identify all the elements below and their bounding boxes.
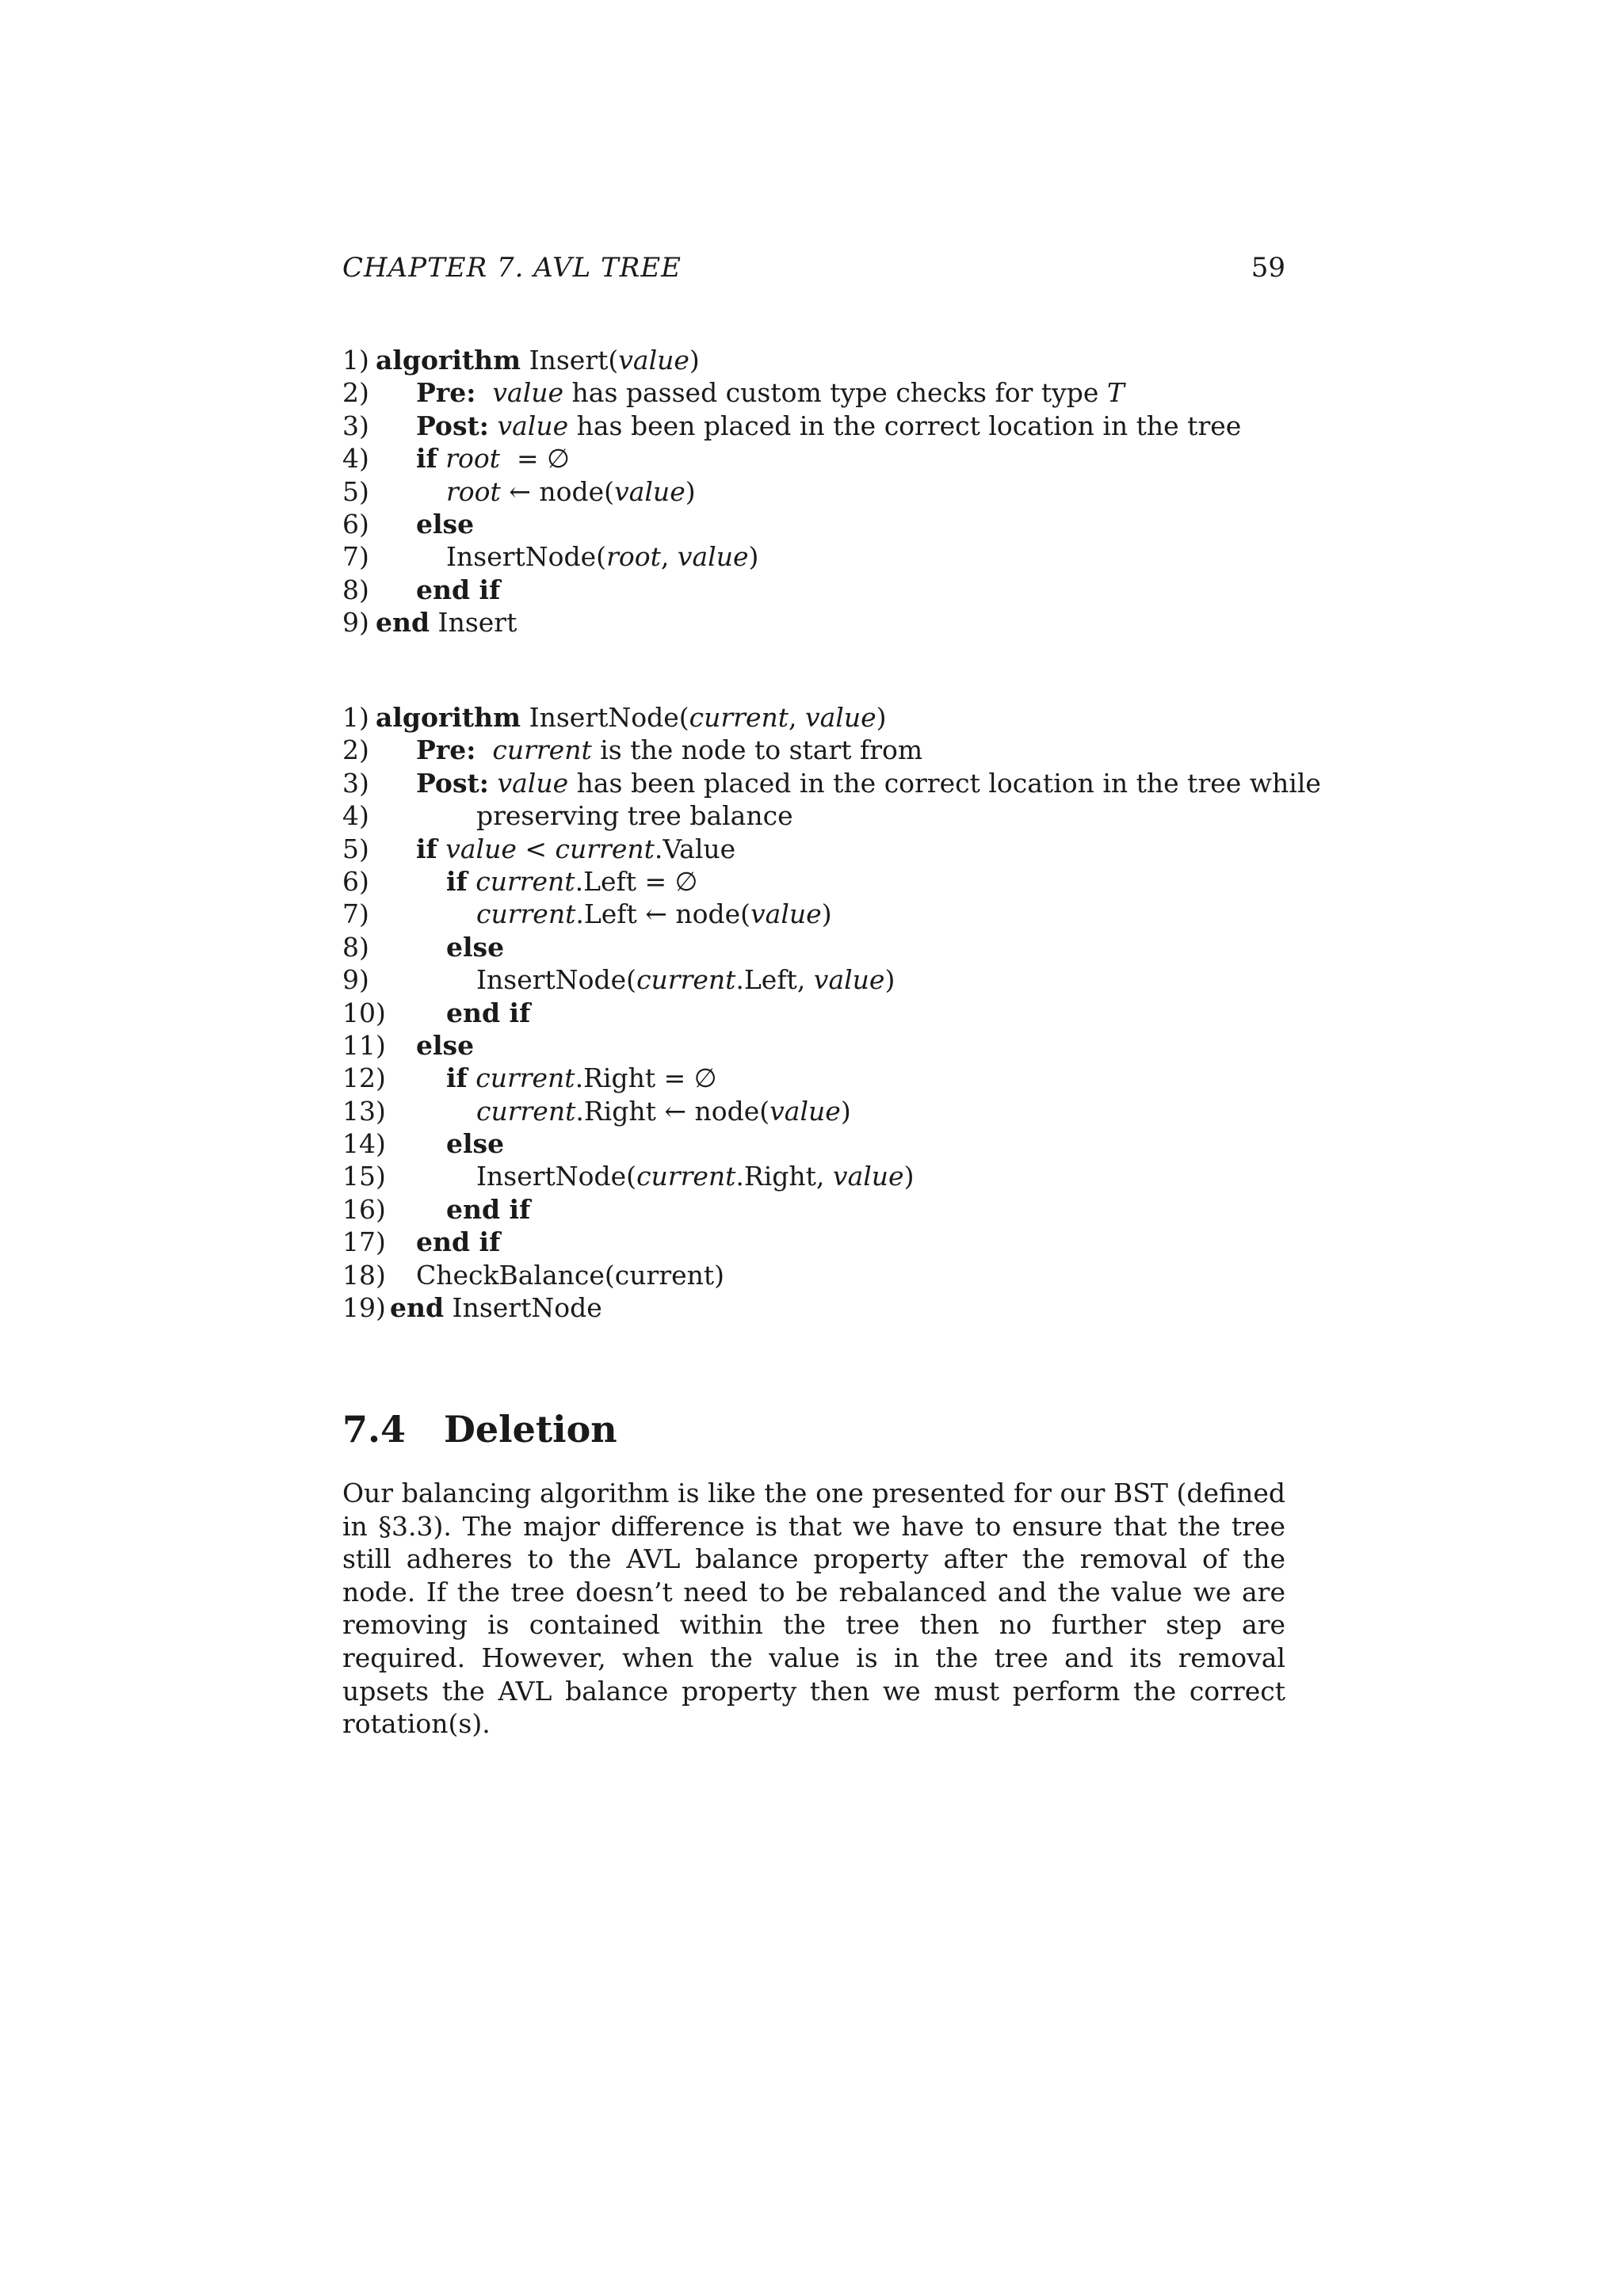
page-number: 59 <box>1251 252 1285 284</box>
variable: value <box>445 833 517 864</box>
code-line <box>342 997 1285 1029</box>
code-text <box>416 1029 474 1062</box>
code-text <box>446 1127 504 1160</box>
line-number: 14) <box>342 1128 386 1160</box>
keyword: else <box>416 508 475 540</box>
keyword: if <box>446 1062 468 1094</box>
code-text <box>446 997 530 1029</box>
code-line <box>342 1127 1285 1160</box>
code-line <box>342 767 1321 799</box>
code-text <box>376 701 887 734</box>
variable: current <box>689 702 789 733</box>
code-fragment: , <box>789 702 805 733</box>
section-heading <box>342 1407 617 1451</box>
code-line <box>342 963 1285 996</box>
algorithm-insert-listing <box>342 344 1285 639</box>
line-number: 2) <box>342 377 369 409</box>
code-fragment: ) <box>689 345 700 376</box>
line-number: 16) <box>342 1193 386 1225</box>
line-number: 5) <box>342 475 369 507</box>
line-number: 9) <box>342 607 369 639</box>
code-fragment: InsertNode( <box>446 541 607 573</box>
section-title: Deletion <box>444 1408 617 1451</box>
line-number: 18) <box>342 1259 386 1291</box>
code-line <box>342 508 1285 540</box>
line-number: 6) <box>342 865 369 897</box>
code-fragment: preserving tree balance <box>476 800 793 832</box>
keyword: end if <box>446 997 531 1028</box>
code-line <box>342 1193 1285 1226</box>
code-fragment: has been placed in the correct location in the tree while <box>568 767 1321 799</box>
line-number: 4) <box>342 443 369 475</box>
keyword: algorithm <box>376 345 521 376</box>
variable: current <box>475 1062 575 1094</box>
code-fragment: ) <box>685 475 696 507</box>
line-number: 4) <box>342 800 369 832</box>
code-line <box>342 1291 1285 1324</box>
code-fragment <box>468 866 476 897</box>
line-number: 7) <box>342 541 369 573</box>
code-fragment: Insert <box>430 607 517 639</box>
variable: current <box>475 865 575 897</box>
code-line <box>342 1226 1285 1258</box>
running-header <box>342 252 1285 284</box>
code-text <box>446 865 697 898</box>
code-fragment <box>468 1062 476 1093</box>
code-text <box>476 1160 914 1192</box>
line-number: 11) <box>342 1029 386 1061</box>
line-number: 9) <box>342 964 369 996</box>
code-line <box>342 799 1285 832</box>
variable: value <box>677 541 749 573</box>
code-fragment: .Left = ∅ <box>575 865 698 897</box>
code-text <box>416 1259 724 1291</box>
code-fragment: CheckBalance(current) <box>416 1259 725 1291</box>
code-text <box>476 898 832 930</box>
variable: root <box>606 541 661 573</box>
variable: value <box>832 1161 904 1192</box>
code-fragment: ) <box>821 898 832 930</box>
keyword: end if <box>446 1193 531 1225</box>
variable: root <box>445 443 501 475</box>
variable: root <box>446 475 501 507</box>
code-fragment: ) <box>903 1161 915 1192</box>
keyword: else <box>446 1128 505 1160</box>
code-line <box>342 1062 1285 1094</box>
code-fragment: has passed custom type checks for type <box>563 377 1107 409</box>
keyword: if <box>416 833 437 864</box>
code-text <box>376 606 517 639</box>
code-text <box>446 540 758 573</box>
code-line <box>342 475 1285 508</box>
code-line <box>342 931 1285 963</box>
code-fragment: .Left, <box>735 964 814 996</box>
code-fragment: .Right ← node( <box>575 1095 770 1127</box>
keyword: end <box>390 1292 445 1324</box>
keyword: end if <box>416 1226 501 1258</box>
code-fragment <box>437 443 446 474</box>
variable: current <box>476 1095 576 1127</box>
code-text <box>416 508 474 540</box>
code-fragment: .Right = ∅ <box>575 1062 717 1094</box>
keyword: if <box>416 443 437 475</box>
code-fragment: , <box>660 541 678 573</box>
code-text <box>476 1095 851 1127</box>
line-number: 8) <box>342 931 369 963</box>
code-line <box>342 410 1285 442</box>
code-line <box>342 898 1285 930</box>
variable: value <box>750 898 822 930</box>
keyword: end if <box>416 574 501 605</box>
code-line <box>342 1160 1285 1192</box>
variable: current <box>476 898 576 930</box>
code-text <box>416 734 922 766</box>
code-text <box>390 1291 602 1324</box>
line-number: 15) <box>342 1161 386 1192</box>
code-line <box>342 442 1285 475</box>
code-fragment: Insert( <box>521 345 619 376</box>
keyword: if <box>446 865 468 897</box>
section-paragraph: Our balancing algorithm is like the one presented for our BST (defined in §3.3). The major difference is that we have to ensure that the tree still adheres to the AVL balance property after the removal of the node. If the tree doesn’t need to be rebalanced and the value we are removing is contained within the tree then no further step are required. However, when the value is in the tree and its removal upsets the AVL balance property then we must perform the correct rotation(s). <box>342 1478 1285 1740</box>
code-line <box>342 540 1285 573</box>
keyword: end <box>376 607 430 639</box>
variable: value <box>804 702 876 733</box>
line-number: 13) <box>342 1095 386 1127</box>
code-text <box>416 376 1125 409</box>
code-fragment: InsertNode( <box>476 1161 637 1192</box>
code-fragment: = ∅ <box>500 443 570 475</box>
variable: value <box>813 964 885 996</box>
keyword: else <box>416 1029 475 1061</box>
code-text <box>416 1226 500 1258</box>
variable: current <box>636 1161 736 1192</box>
code-text <box>416 833 735 865</box>
code-text <box>476 963 895 996</box>
keyword: else <box>446 931 505 963</box>
code-text <box>446 931 504 963</box>
code-line <box>342 574 1285 606</box>
code-line <box>342 833 1285 865</box>
variable: value <box>618 345 689 376</box>
variable: value <box>614 475 685 507</box>
variable: current <box>555 833 655 864</box>
variable: current <box>492 734 592 766</box>
code-fragment: ← node( <box>500 475 615 507</box>
code-line <box>342 1029 1285 1062</box>
code-fragment: .Left ← node( <box>575 898 751 930</box>
variable: value <box>492 377 564 409</box>
code-text <box>446 1193 530 1226</box>
code-fragment <box>475 377 492 408</box>
line-number: 10) <box>342 997 386 1028</box>
line-number: 3) <box>342 767 369 799</box>
line-number: 8) <box>342 574 369 605</box>
code-line <box>342 701 1285 734</box>
line-number: 12) <box>342 1062 386 1094</box>
variable: T <box>1106 377 1125 409</box>
variable: current <box>636 964 736 996</box>
line-number: 5) <box>342 833 369 864</box>
code-line <box>342 865 1285 898</box>
line-number: 1) <box>342 702 369 733</box>
chapter-title: CHAPTER 7. AVL TREE <box>342 252 682 284</box>
code-fragment <box>437 833 446 864</box>
code-fragment: ) <box>748 541 759 573</box>
code-fragment <box>475 734 492 765</box>
code-text <box>476 799 793 832</box>
keyword: Post: <box>416 410 489 441</box>
code-line <box>342 734 1285 766</box>
code-fragment: ) <box>840 1095 851 1127</box>
code-fragment: < <box>516 833 556 864</box>
code-fragment: InsertNode( <box>476 964 637 996</box>
code-line <box>342 1259 1285 1291</box>
variable: value <box>497 767 569 799</box>
code-fragment: ) <box>876 702 887 733</box>
variable: value <box>497 410 569 441</box>
code-fragment: InsertNode <box>444 1292 602 1324</box>
code-fragment: InsertNode( <box>521 702 689 733</box>
variable: value <box>769 1095 841 1127</box>
line-number: 3) <box>342 410 369 441</box>
keyword: Pre: <box>416 377 476 409</box>
code-fragment: is the node to start from <box>591 734 923 766</box>
code-fragment: .Value <box>654 833 736 864</box>
line-number: 1) <box>342 345 369 376</box>
line-number: 2) <box>342 734 369 766</box>
code-line <box>342 1095 1285 1127</box>
line-number: 6) <box>342 508 369 540</box>
code-fragment: ) <box>884 964 896 996</box>
line-number: 7) <box>342 898 369 930</box>
section-number: 7.4 <box>342 1408 407 1451</box>
code-fragment <box>489 768 498 799</box>
code-fragment: .Right, <box>735 1161 833 1192</box>
code-text <box>416 410 1241 442</box>
line-number: 19) <box>342 1292 386 1324</box>
code-text <box>376 344 700 376</box>
code-text <box>416 574 500 606</box>
keyword: Pre: <box>416 734 476 766</box>
code-text <box>416 767 1321 799</box>
code-fragment <box>489 410 498 441</box>
keyword: algorithm <box>376 702 521 733</box>
keyword: Post: <box>416 767 489 799</box>
code-text <box>446 1062 716 1094</box>
line-number: 17) <box>342 1226 386 1258</box>
algorithm-insertnode-listing <box>342 701 1321 1324</box>
code-fragment: has been placed in the correct location in the tree <box>568 410 1242 441</box>
code-text <box>446 475 696 508</box>
code-text <box>416 442 570 475</box>
code-line <box>342 344 1285 376</box>
code-line <box>342 376 1285 409</box>
code-line <box>342 606 1285 639</box>
